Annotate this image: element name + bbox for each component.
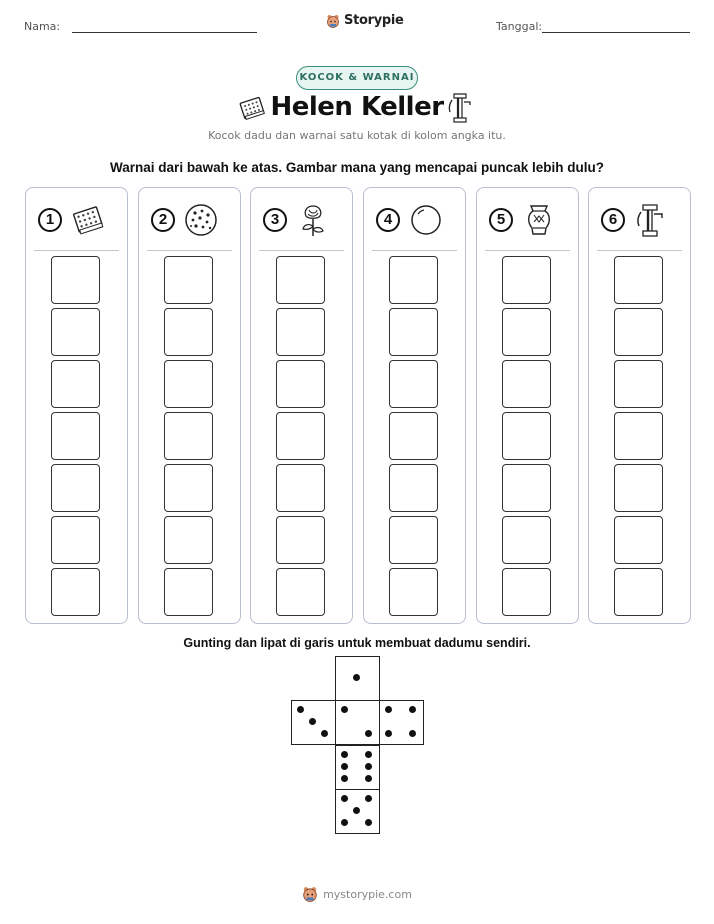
page-title: Helen Keller [270, 92, 444, 122]
column-header [139, 200, 240, 242]
color-box[interactable] [164, 360, 213, 408]
marble-icon [408, 202, 444, 238]
color-box[interactable] [51, 412, 100, 460]
column-divider [597, 250, 682, 251]
color-box[interactable] [389, 256, 438, 304]
name-field-line[interactable] [72, 32, 257, 33]
column-divider [34, 250, 119, 251]
brand-name: Storypie [344, 13, 404, 28]
color-box[interactable] [164, 308, 213, 356]
activity-badge: KOCOK & WARNAI [296, 66, 418, 90]
dice-pip [297, 706, 304, 713]
dice-pip [365, 730, 372, 737]
column-divider [259, 250, 344, 251]
dice-pip [365, 751, 372, 758]
rose-icon [295, 202, 331, 238]
column-4 [363, 187, 466, 624]
column-header [251, 200, 352, 242]
color-box[interactable] [614, 360, 663, 408]
color-box[interactable] [502, 516, 551, 564]
color-box[interactable] [164, 464, 213, 512]
color-box[interactable] [276, 568, 325, 616]
column-header [477, 200, 578, 242]
color-box[interactable] [51, 568, 100, 616]
column-number: 6 [601, 208, 625, 232]
column-number: 3 [263, 208, 287, 232]
dice-pip [365, 763, 372, 770]
column-3 [250, 187, 353, 624]
color-box[interactable] [276, 256, 325, 304]
color-box[interactable] [502, 568, 551, 616]
color-box[interactable] [164, 412, 213, 460]
footer [0, 886, 714, 902]
color-box[interactable] [614, 412, 663, 460]
color-box[interactable] [389, 412, 438, 460]
column-divider [485, 250, 570, 251]
color-box[interactable] [502, 412, 551, 460]
color-box[interactable] [614, 308, 663, 356]
column-1 [25, 187, 128, 624]
dice-face [335, 789, 380, 834]
color-box[interactable] [502, 308, 551, 356]
dice-pip [365, 775, 372, 782]
color-box[interactable] [51, 516, 100, 564]
column-header [26, 200, 127, 242]
dice-pip [341, 751, 348, 758]
color-box[interactable] [614, 568, 663, 616]
date-field-line[interactable] [542, 32, 690, 33]
date-label: Tanggal: [496, 20, 543, 33]
column-number: 5 [489, 208, 513, 232]
column-header [364, 200, 465, 242]
color-box[interactable] [389, 464, 438, 512]
color-box[interactable] [51, 464, 100, 512]
color-box[interactable] [276, 464, 325, 512]
color-box[interactable] [389, 568, 438, 616]
color-box[interactable] [276, 412, 325, 460]
water-pump-icon [633, 202, 669, 238]
dice-pip [341, 763, 348, 770]
storypie-logo-icon [302, 886, 318, 902]
dice-pip [309, 718, 316, 725]
dice-pip [353, 674, 360, 681]
column-divider [372, 250, 457, 251]
dice-pip [341, 819, 348, 826]
dice-face [335, 656, 380, 701]
color-box[interactable] [502, 256, 551, 304]
dice-pip [365, 795, 372, 802]
color-box[interactable] [164, 516, 213, 564]
color-box[interactable] [614, 256, 663, 304]
braille-book-icon [70, 202, 106, 238]
dice-pip [385, 706, 392, 713]
cut-instruction: Gunting dan lipat di garis untuk membuat dadumu sendiri. [183, 636, 531, 650]
dice-pip [341, 706, 348, 713]
dice-face [291, 700, 336, 745]
footer-url[interactable]: mystorypie.com [323, 887, 412, 901]
dice-pip [409, 706, 416, 713]
color-box[interactable] [51, 256, 100, 304]
color-box[interactable] [51, 308, 100, 356]
column-2 [138, 187, 241, 624]
instruction-text: Warnai dari bawah ke atas. Gambar mana yang mencapai puncak lebih dulu? [110, 160, 604, 175]
color-box[interactable] [389, 308, 438, 356]
color-box[interactable] [389, 360, 438, 408]
storypie-logo-icon [326, 14, 340, 28]
color-box[interactable] [276, 308, 325, 356]
dice-face [379, 700, 424, 745]
column-5 [476, 187, 579, 624]
column-6 [588, 187, 691, 624]
column-number: 1 [38, 208, 62, 232]
color-box[interactable] [164, 256, 213, 304]
color-box[interactable] [276, 516, 325, 564]
dice-pip [353, 807, 360, 814]
color-box[interactable] [502, 464, 551, 512]
column-header [589, 200, 690, 242]
dice-face [335, 745, 380, 790]
column-number: 4 [376, 208, 400, 232]
subtitle: Kocok dadu dan warnai satu kotak di kolom angka itu. [208, 129, 506, 142]
vase-icon [521, 202, 557, 238]
dice-pip [385, 730, 392, 737]
color-box[interactable] [614, 516, 663, 564]
dice-pip [341, 795, 348, 802]
color-box[interactable] [502, 360, 551, 408]
cookie-icon [183, 202, 219, 238]
color-box[interactable] [51, 360, 100, 408]
dice-face [335, 700, 380, 745]
color-box[interactable] [389, 516, 438, 564]
dice-pip [365, 819, 372, 826]
column-number: 2 [151, 208, 175, 232]
brand [326, 13, 404, 28]
color-box[interactable] [614, 464, 663, 512]
color-box[interactable] [164, 568, 213, 616]
dice-pip [409, 730, 416, 737]
name-label: Nama: [24, 20, 61, 33]
dice-pip [341, 775, 348, 782]
color-box[interactable] [276, 360, 325, 408]
dice-pip [321, 730, 328, 737]
water-pump-icon [446, 90, 474, 124]
column-divider [147, 250, 232, 251]
